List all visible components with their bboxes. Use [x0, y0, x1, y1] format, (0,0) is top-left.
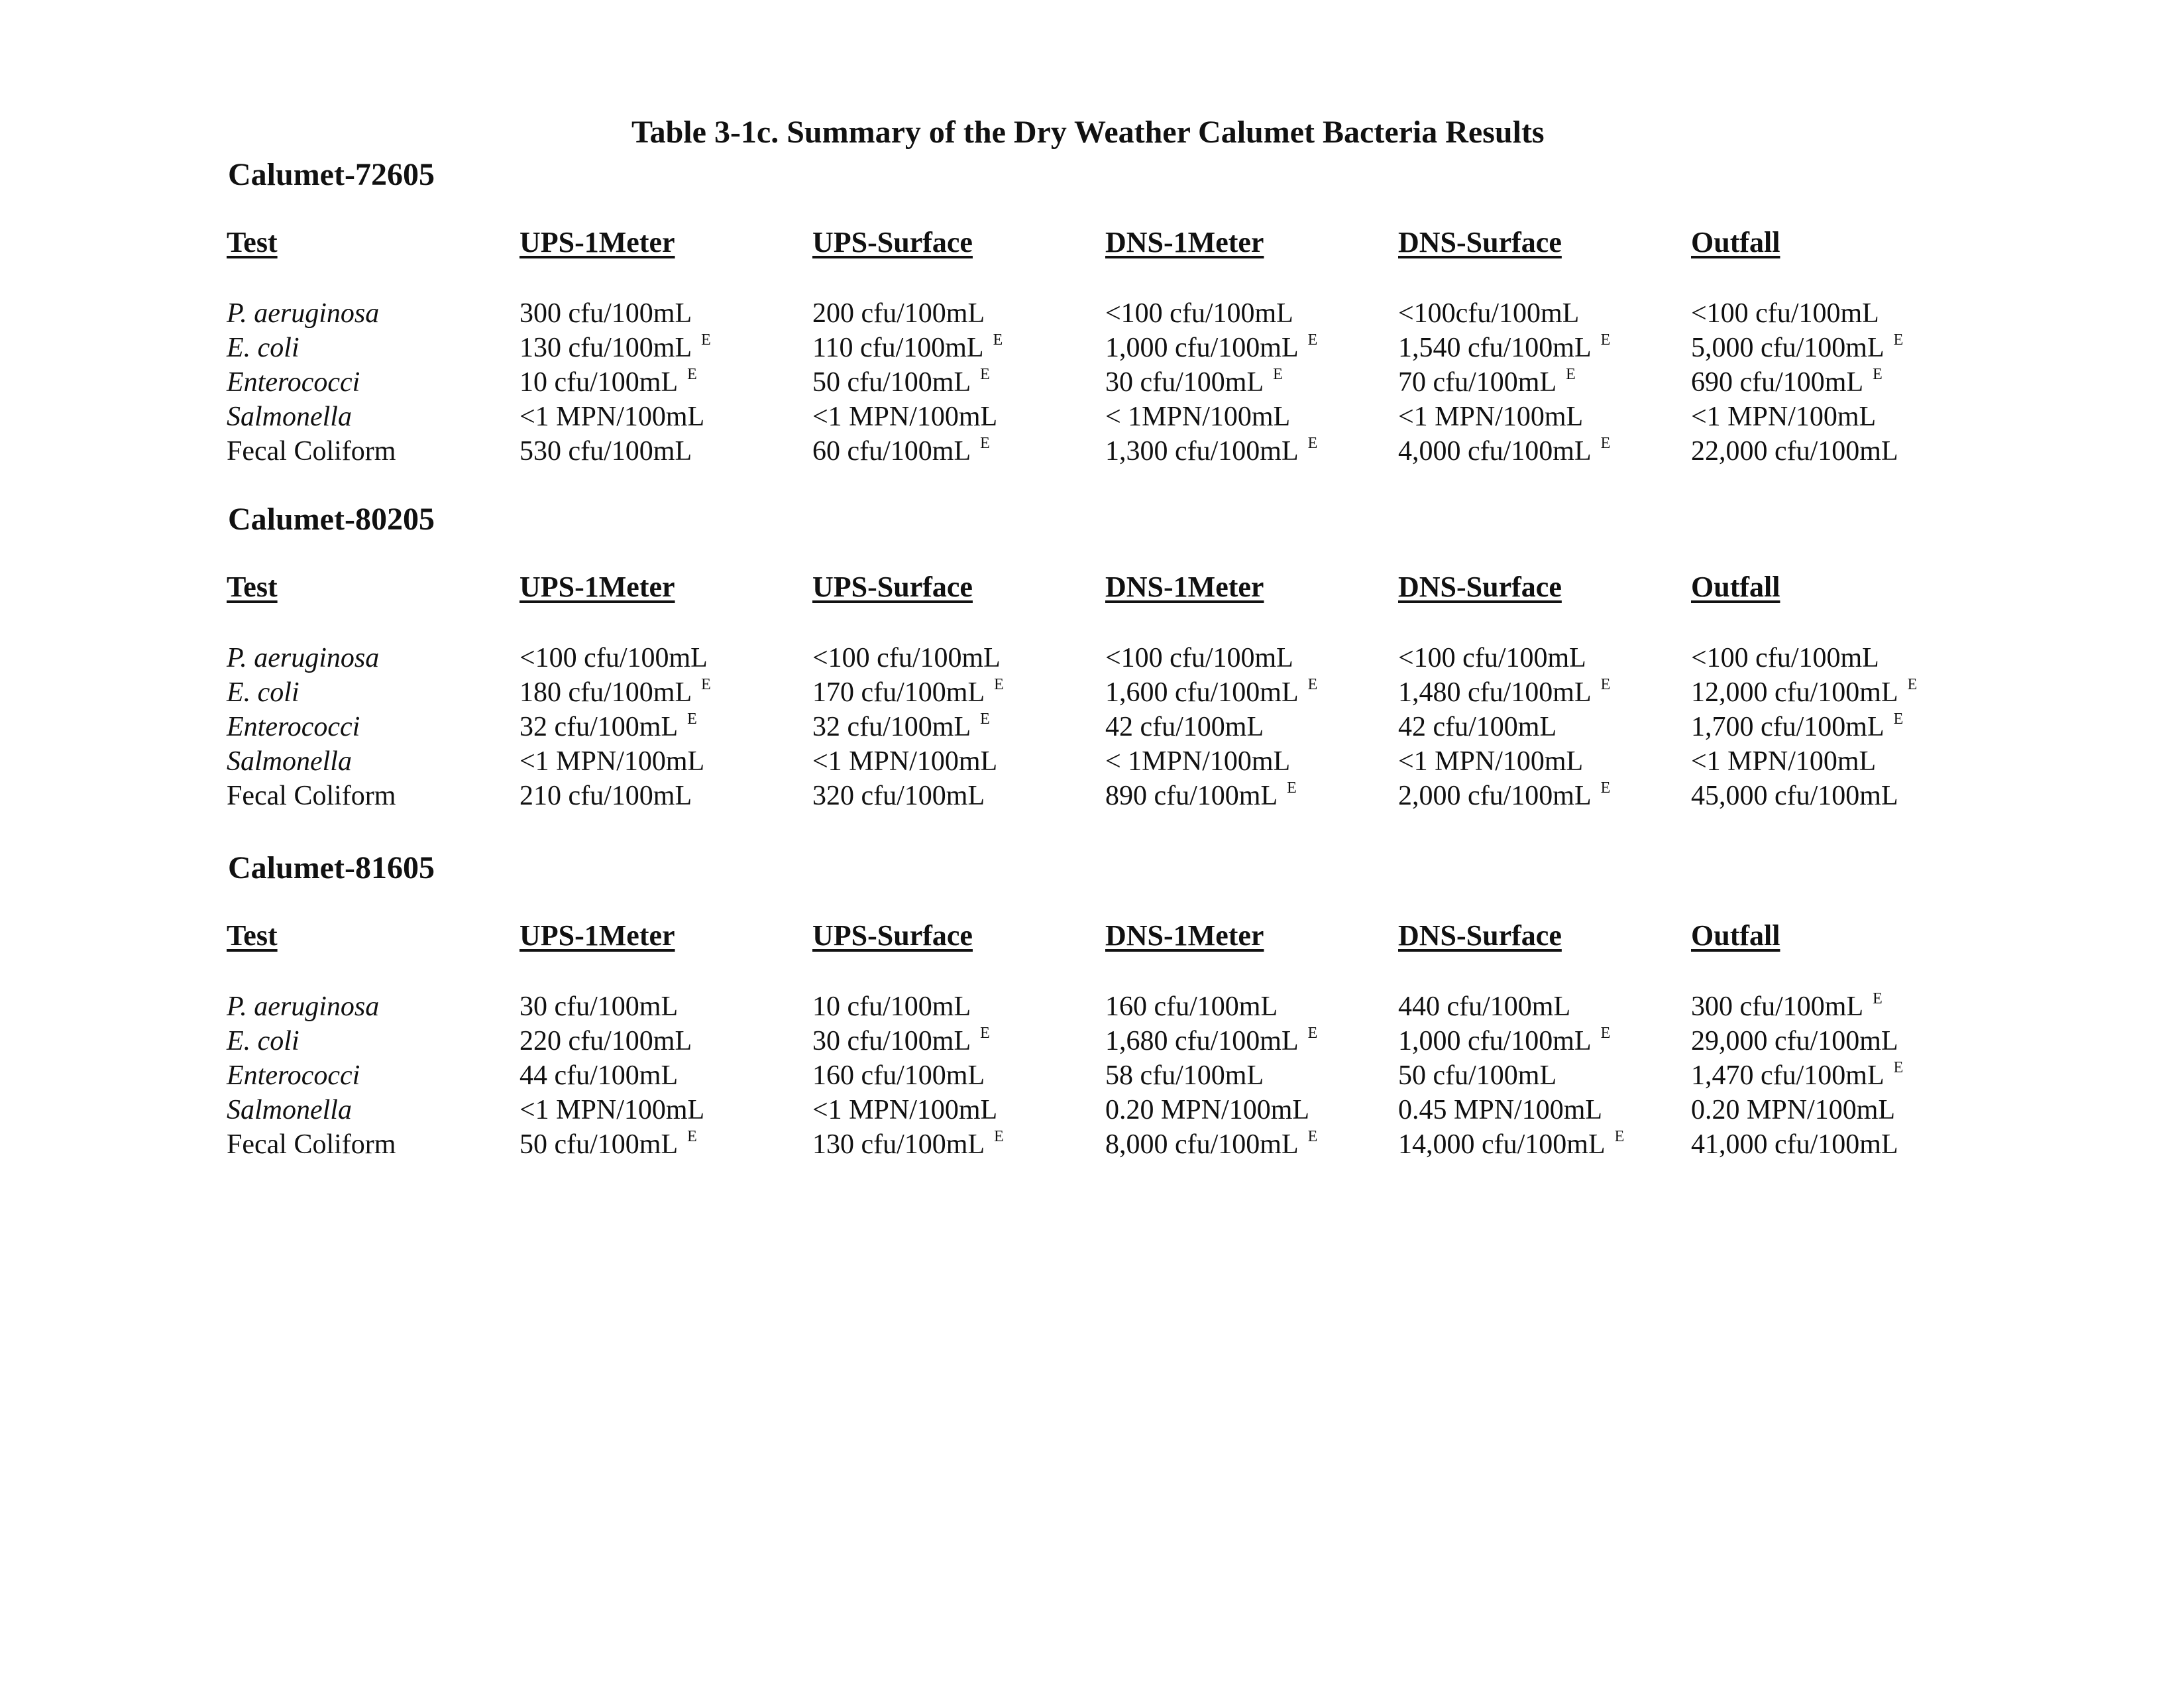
- result-value: <1 MPN/100mL: [1398, 746, 1584, 777]
- column-header: UPS-Surface: [812, 919, 973, 952]
- result-cell: [1398, 993, 1570, 1021]
- result-value: <100 cfu/100mL: [1691, 298, 1879, 329]
- result-value: 32 cfu/100mL: [812, 712, 971, 742]
- result-cell: [1398, 1027, 1610, 1055]
- result-cell: [1691, 403, 1876, 431]
- result-cell: [1398, 1062, 1556, 1090]
- result-value: <100 cfu/100mL: [812, 643, 1001, 673]
- result-value: 50 cfu/100mL: [519, 1129, 679, 1160]
- result-cell: [1691, 368, 1883, 396]
- column-header: Test: [227, 226, 278, 258]
- result-cell: [1105, 1096, 1309, 1124]
- section-title: Calumet-81605: [228, 850, 435, 885]
- result-value: 160 cfu/100mL: [812, 1060, 985, 1091]
- result-cell: [1691, 1096, 1895, 1124]
- result-cell: [1691, 1059, 1904, 1091]
- estimated-flag: E: [1893, 710, 1904, 728]
- result-value: 320 cfu/100mL: [812, 781, 985, 811]
- result-cell: [519, 644, 708, 672]
- result-value: 60 cfu/100mL: [812, 436, 971, 467]
- result-cell: [1398, 1128, 1625, 1160]
- result-value: 1,600 cfu/100mL: [1105, 677, 1299, 708]
- estimated-flag: E: [1307, 1025, 1318, 1042]
- result-value: 5,000 cfu/100mL: [1691, 333, 1884, 363]
- result-value: 890 cfu/100mL: [1105, 781, 1278, 811]
- result-value: <1 MPN/100mL: [519, 402, 705, 432]
- result-cell: [1105, 403, 1290, 431]
- result-value: <1 MPN/100mL: [519, 746, 705, 777]
- result-cell: [1105, 300, 1293, 327]
- section-title: Calumet-80205: [228, 502, 435, 537]
- result-value: 0.20 MPN/100mL: [1105, 1095, 1310, 1125]
- test-name: E. coli: [227, 1026, 300, 1056]
- estimated-flag: E: [687, 366, 697, 383]
- test-name: Fecal Coliform: [227, 781, 396, 811]
- test-name: E. coli: [227, 677, 300, 708]
- column-header: Outfall: [1691, 919, 1780, 952]
- result-value: <1 MPN/100mL: [1691, 746, 1877, 777]
- result-cell: [812, 300, 985, 327]
- result-value: <1 MPN/100mL: [1691, 402, 1877, 432]
- estimated-flag: E: [1600, 1025, 1611, 1042]
- result-cell: [1105, 368, 1283, 396]
- result-value: <100 cfu/100mL: [1691, 643, 1879, 673]
- column-header: DNS-1Meter: [1105, 571, 1264, 603]
- column-header: UPS-1Meter: [519, 226, 675, 258]
- result-cell: [519, 676, 711, 708]
- result-value: 110 cfu/100mL: [812, 333, 984, 363]
- result-cell: [812, 993, 971, 1021]
- test-name: E. coli: [227, 333, 300, 363]
- result-cell: [812, 1027, 990, 1055]
- result-cell: [1691, 331, 1904, 363]
- result-cell: [519, 1128, 697, 1160]
- section-title: Calumet-72605: [228, 157, 435, 192]
- column-header: Test: [227, 571, 278, 603]
- test-name: Enterococci: [227, 712, 360, 742]
- estimated-flag: E: [1273, 366, 1283, 383]
- result-value: 30 cfu/100mL: [812, 1026, 971, 1056]
- estimated-flag: E: [980, 366, 990, 383]
- result-value: 1,480 cfu/100mL: [1398, 677, 1592, 708]
- result-cell: [519, 300, 692, 327]
- result-cell: [1691, 990, 1883, 1022]
- result-value: 50 cfu/100mL: [812, 367, 971, 398]
- result-cell: [1105, 713, 1264, 741]
- test-name: Salmonella: [227, 1095, 352, 1125]
- test-name: Fecal Coliform: [227, 1129, 396, 1160]
- result-cell: [519, 331, 711, 363]
- result-value: 50 cfu/100mL: [1398, 1060, 1557, 1091]
- result-value: 70 cfu/100mL: [1398, 367, 1557, 398]
- column-header: Test: [227, 919, 278, 952]
- test-name: P. aeruginosa: [227, 991, 380, 1022]
- result-value: 12,000 cfu/100mL: [1691, 677, 1898, 708]
- result-cell: [812, 1128, 1004, 1160]
- result-cell: [519, 748, 704, 775]
- result-value: 8,000 cfu/100mL: [1105, 1129, 1299, 1160]
- result-value: 10 cfu/100mL: [812, 991, 971, 1022]
- estimated-flag: E: [1600, 331, 1611, 349]
- result-value: 1,470 cfu/100mL: [1691, 1060, 1884, 1091]
- result-cell: [1691, 300, 1879, 327]
- result-cell: [519, 782, 692, 810]
- result-cell: [812, 676, 1004, 708]
- result-value: 170 cfu/100mL: [812, 677, 985, 708]
- result-value: 1,300 cfu/100mL: [1105, 436, 1299, 467]
- result-cell: [812, 748, 997, 775]
- estimated-flag: E: [1893, 331, 1904, 349]
- result-cell: [1398, 368, 1576, 396]
- result-value: 14,000 cfu/100mL: [1398, 1129, 1606, 1160]
- result-cell: [1398, 713, 1556, 741]
- result-cell: [1105, 1062, 1264, 1090]
- column-header: UPS-1Meter: [519, 571, 675, 603]
- result-value: 1,540 cfu/100mL: [1398, 333, 1592, 363]
- column-header: DNS-Surface: [1398, 226, 1562, 258]
- result-cell: [1105, 1027, 1317, 1055]
- test-name: Salmonella: [227, 402, 352, 432]
- table-title: Table 3-1c. Summary of the Dry Weather Calumet Bacteria Results: [631, 115, 1545, 150]
- estimated-flag: E: [1566, 366, 1576, 383]
- result-cell: [1398, 748, 1583, 775]
- result-value: 300 cfu/100mL: [519, 298, 692, 329]
- result-cell: [1398, 676, 1611, 708]
- test-name: P. aeruginosa: [227, 643, 380, 673]
- estimated-flag: E: [1907, 676, 1918, 693]
- result-value: 300 cfu/100mL: [1691, 991, 1864, 1022]
- estimated-flag: E: [687, 1128, 697, 1145]
- result-value: 180 cfu/100mL: [519, 677, 692, 708]
- result-value: 1,000 cfu/100mL: [1398, 1026, 1592, 1056]
- result-cell: [519, 368, 697, 396]
- estimated-flag: E: [1307, 435, 1318, 452]
- estimated-flag: E: [993, 331, 1003, 349]
- column-header: UPS-Surface: [812, 571, 973, 603]
- result-cell: [1691, 644, 1879, 672]
- result-value: 0.45 MPN/100mL: [1398, 1095, 1603, 1125]
- estimated-flag: E: [1873, 366, 1883, 383]
- column-header: Outfall: [1691, 571, 1780, 603]
- column-header: DNS-1Meter: [1105, 226, 1264, 258]
- result-value: 42 cfu/100mL: [1398, 712, 1557, 742]
- result-cell: [812, 782, 985, 810]
- result-value: < 1MPN/100mL: [1105, 402, 1291, 432]
- estimated-flag: E: [1307, 331, 1318, 349]
- result-value: 45,000 cfu/100mL: [1691, 781, 1898, 811]
- estimated-flag: E: [980, 1025, 990, 1042]
- result-value: <100 cfu/100mL: [519, 643, 708, 673]
- estimated-flag: E: [980, 710, 990, 728]
- result-cell: [519, 1062, 678, 1090]
- column-header: DNS-Surface: [1398, 919, 1562, 952]
- result-value: 29,000 cfu/100mL: [1691, 1026, 1898, 1056]
- result-value: 32 cfu/100mL: [519, 712, 679, 742]
- result-value: 2,000 cfu/100mL: [1398, 781, 1592, 811]
- estimated-flag: E: [1307, 676, 1318, 693]
- result-cell: [1691, 1027, 1898, 1055]
- result-cell: [519, 993, 678, 1021]
- result-cell: [1398, 437, 1610, 465]
- result-cell: [812, 403, 997, 431]
- result-cell: [1398, 300, 1579, 327]
- result-cell: [1105, 779, 1297, 811]
- column-header: DNS-Surface: [1398, 571, 1562, 603]
- result-cell: [1105, 644, 1293, 672]
- result-cell: [1691, 782, 1898, 810]
- result-cell: [812, 1062, 985, 1090]
- estimated-flag: E: [1287, 779, 1297, 797]
- result-cell: [1691, 1131, 1898, 1158]
- result-cell: [1398, 644, 1586, 672]
- result-value: 160 cfu/100mL: [1105, 991, 1278, 1022]
- estimated-flag: E: [701, 331, 711, 349]
- estimated-flag: E: [994, 676, 1004, 693]
- estimated-flag: E: [1600, 435, 1611, 452]
- result-value: 1,700 cfu/100mL: [1691, 712, 1884, 742]
- result-value: 58 cfu/100mL: [1105, 1060, 1264, 1091]
- result-cell: [1691, 748, 1876, 775]
- result-cell: [1398, 331, 1611, 363]
- result-value: 690 cfu/100mL: [1691, 367, 1864, 398]
- result-value: <100 cfu/100mL: [1105, 298, 1293, 329]
- test-name: Salmonella: [227, 746, 352, 777]
- result-cell: [1105, 437, 1317, 465]
- estimated-flag: E: [687, 710, 697, 728]
- result-value: 30 cfu/100mL: [1105, 367, 1264, 398]
- result-cell: [1105, 748, 1290, 775]
- result-cell: [1105, 993, 1278, 1021]
- column-header: UPS-1Meter: [519, 919, 675, 952]
- result-value: <100 cfu/100mL: [1105, 643, 1293, 673]
- estimated-flag: E: [980, 435, 990, 452]
- column-header: UPS-Surface: [812, 226, 973, 258]
- result-value: <1 MPN/100mL: [812, 1095, 998, 1125]
- result-cell: [1105, 1128, 1318, 1160]
- result-cell: [519, 403, 704, 431]
- result-cell: [1691, 437, 1898, 465]
- result-cell: [812, 437, 990, 465]
- result-cell: [812, 331, 1003, 363]
- result-cell: [812, 710, 990, 742]
- result-value: 130 cfu/100mL: [519, 333, 692, 363]
- result-value: 0.20 MPN/100mL: [1691, 1095, 1896, 1125]
- result-cell: [812, 1096, 997, 1124]
- result-value: <100 cfu/100mL: [1398, 643, 1586, 673]
- estimated-flag: E: [1893, 1059, 1904, 1076]
- result-cell: [519, 437, 692, 465]
- result-cell: [1105, 676, 1318, 708]
- test-name: P. aeruginosa: [227, 298, 380, 329]
- estimated-flag: E: [1600, 676, 1611, 693]
- result-value: <100cfu/100mL: [1398, 298, 1580, 329]
- result-value: 4,000 cfu/100mL: [1398, 436, 1592, 467]
- result-value: <1 MPN/100mL: [1398, 402, 1584, 432]
- result-cell: [519, 1096, 704, 1124]
- result-cell: [1105, 331, 1318, 363]
- result-value: 30 cfu/100mL: [519, 991, 679, 1022]
- test-name: Enterococci: [227, 1060, 360, 1091]
- result-cell: [1398, 403, 1583, 431]
- column-header: Outfall: [1691, 226, 1780, 258]
- result-value: 42 cfu/100mL: [1105, 712, 1264, 742]
- result-value: 1,680 cfu/100mL: [1105, 1026, 1299, 1056]
- result-value: <1 MPN/100mL: [812, 746, 998, 777]
- result-value: 200 cfu/100mL: [812, 298, 985, 329]
- test-name: Fecal Coliform: [227, 436, 396, 467]
- result-cell: [1691, 676, 1918, 708]
- estimated-flag: E: [1614, 1128, 1625, 1145]
- result-cell: [519, 1027, 692, 1055]
- result-value: 220 cfu/100mL: [519, 1026, 692, 1056]
- estimated-flag: E: [1873, 990, 1883, 1007]
- result-value: 44 cfu/100mL: [519, 1060, 679, 1091]
- result-value: 440 cfu/100mL: [1398, 991, 1571, 1022]
- estimated-flag: E: [701, 676, 711, 693]
- result-value: 10 cfu/100mL: [519, 367, 679, 398]
- result-value: 130 cfu/100mL: [812, 1129, 985, 1160]
- result-cell: [1398, 779, 1611, 811]
- result-value: 1,000 cfu/100mL: [1105, 333, 1299, 363]
- result-value: < 1MPN/100mL: [1105, 746, 1291, 777]
- result-value: 210 cfu/100mL: [519, 781, 692, 811]
- result-cell: [519, 710, 697, 742]
- estimated-flag: E: [994, 1128, 1004, 1145]
- result-value: 22,000 cfu/100mL: [1691, 436, 1898, 467]
- result-value: 530 cfu/100mL: [519, 436, 692, 467]
- column-header: DNS-1Meter: [1105, 919, 1264, 952]
- result-value: <1 MPN/100mL: [519, 1095, 705, 1125]
- result-cell: [1398, 1096, 1602, 1124]
- result-value: 41,000 cfu/100mL: [1691, 1129, 1898, 1160]
- estimated-flag: E: [1307, 1128, 1318, 1145]
- test-name: Enterococci: [227, 367, 360, 398]
- result-cell: [1691, 710, 1904, 742]
- result-cell: [812, 644, 1001, 672]
- result-cell: [812, 368, 990, 396]
- result-value: <1 MPN/100mL: [812, 402, 998, 432]
- estimated-flag: E: [1600, 779, 1611, 797]
